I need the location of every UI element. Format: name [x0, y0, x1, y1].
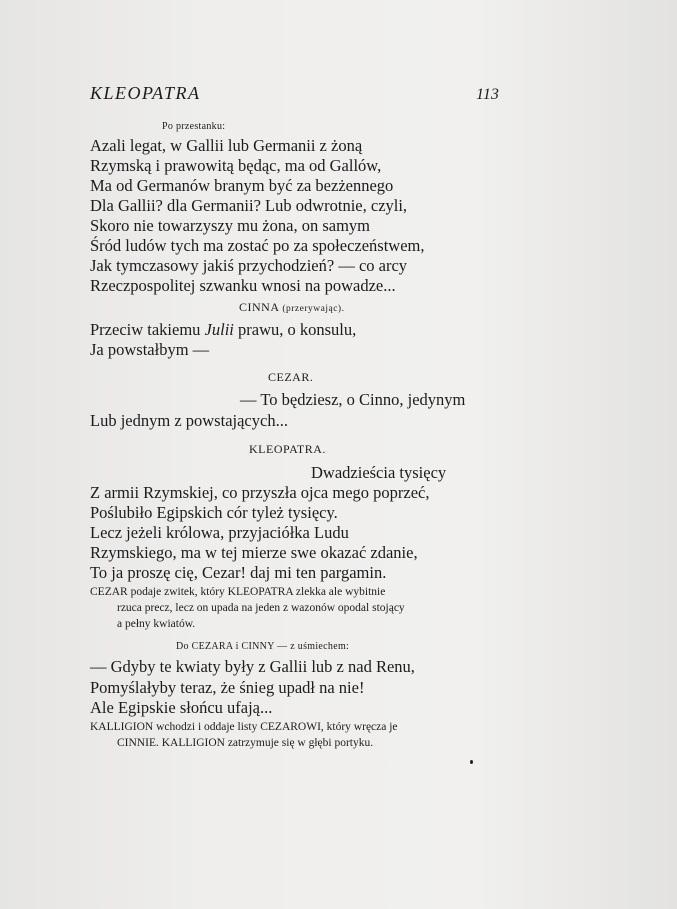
speaker-note: (przerywając). — [282, 304, 345, 314]
verse-line: Lecz jeżeli królowa, przyjaciółka Ludu — [90, 523, 349, 542]
verse-line: Dwadzieścia tysięcy — [311, 463, 447, 482]
verse-line: Pomyślałyby teraz, że śnieg upadł na nie! — [90, 678, 365, 697]
verse-line: Ma od Germanów branym być za bezżennego — [90, 176, 394, 195]
verse-line: Śród ludów tych ma zostać po za społeczeństwem, — [90, 236, 425, 255]
speaker-name: CINNA — [239, 300, 279, 314]
verse-line: Jak tymczasowy jakiś przychodzień? — co arcy — [90, 256, 408, 275]
verse-line: Rzeczpospolitej szwanku wnosi na powadze... — [90, 276, 396, 295]
verse-text: prawu, o konsulu, — [233, 320, 357, 339]
stage-direction-pause: Po przestanku: — [162, 121, 226, 132]
stage-direction-line: KALLIGION wchodzi i oddaje listy CEZAROWI, który wręcza je — [90, 721, 398, 733]
verse-text: Przeciw takiemu — [90, 320, 205, 339]
verse-line: Poślubiło Egipskich cór tyleż tysięcy. — [90, 503, 338, 522]
verse-line: — To będziesz, o Cinno, jedynym — [240, 390, 466, 409]
stage-direction-line: a pełny kwiatów. — [117, 618, 196, 630]
running-header-title: KLEOPATRA — [90, 83, 201, 103]
verse-line: Rzymską i prawowitą będąc, ma od Gallów, — [90, 156, 382, 175]
stage-direction-line: CEZAR podaje zwitek, który KLEOPATRA zlekka ale wybitnie — [90, 586, 386, 598]
page-number: 113 — [476, 86, 499, 103]
verse-line: Azali legat, w Gallii lub Germanii z żoną — [90, 136, 363, 155]
verse-line: Ale Egipskie słońcu ufają... — [90, 698, 273, 717]
speaker-cezar: CEZAR. — [268, 370, 314, 384]
verse-line: Z armii Rzymskiej, co przyszła ojca mego poprzeć, — [90, 483, 430, 502]
verse-line: Rzymskiego, ma w tej mierze swe okazać zdanie, — [90, 543, 418, 562]
verse-line: Dla Gallii? dla Germanii? Lub odwrotnie, czyli, — [90, 196, 408, 215]
speaker-cinna — [239, 300, 344, 315]
stage-direction-line: rzuca precz, lecz on upada na jeden z wazonów opodal stojący — [117, 602, 405, 614]
ink-mark — [470, 760, 473, 764]
verse-line: To ja proszę cię, Cezar! daj mi ten pargamin. — [90, 563, 387, 582]
stage-direction-smile: Do CEZARA i CINNY — z uśmiechem: — [176, 641, 350, 652]
verse-line — [90, 320, 356, 340]
verse-line: Lub jednym z powstających... — [90, 411, 288, 430]
verse-emphasis: Julii — [204, 320, 234, 339]
verse-line: — Gdyby te kwiaty były z Gallii lub z nad Renu, — [90, 657, 415, 676]
speaker-kleopatra: KLEOPATRA. — [249, 442, 326, 456]
stage-direction-line: CINNIE. KALLIGION zatrzymuje się w głębi portyku. — [117, 737, 374, 749]
verse-line: Ja powstałbym — — [90, 340, 210, 359]
verse-line: Skoro nie towarzyszy mu żona, on samym — [90, 216, 370, 235]
